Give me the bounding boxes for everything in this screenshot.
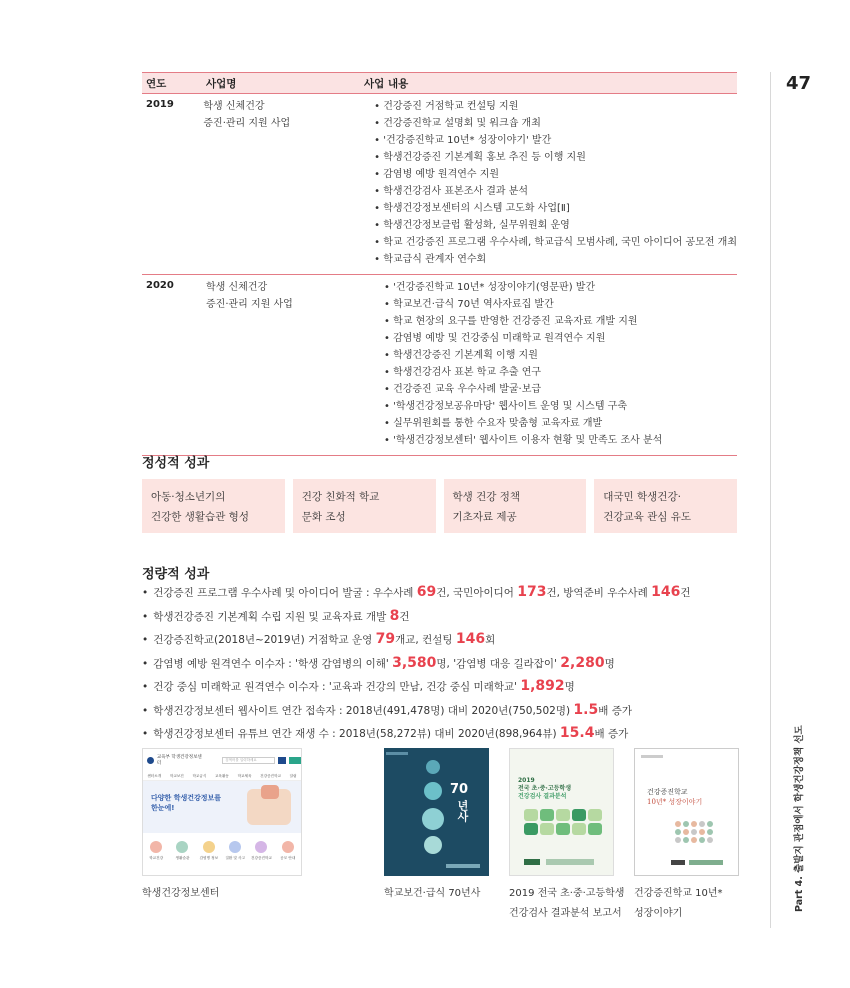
quantitative-item <box>142 702 691 726</box>
website-quick-link <box>198 841 220 861</box>
item-text: 배 증가 <box>598 704 632 717</box>
website-nav <box>143 771 301 781</box>
quick-link-label: 학교건강 <box>149 856 164 860</box>
website-nav-item: 건강증진학교 <box>260 774 281 778</box>
center-logo <box>546 859 594 865</box>
projects-table <box>142 72 737 456</box>
website-nav-item: 학교보건 <box>169 774 184 778</box>
content-item: • 건강증진 교육 우수사례 발굴·보급 <box>384 381 737 398</box>
content-item: • 학생건강정보센터의 시스템 고도화 사업[Ⅱ] <box>374 200 737 217</box>
website-quick-link <box>277 841 299 861</box>
website-banner <box>143 781 301 833</box>
content-item: • 감염병 예방 및 건강중심 미래학교 원격연수 지원 <box>384 330 737 347</box>
item-text: 개교, 컨설팅 <box>395 634 456 646</box>
card-line: 건강 친화적 학교 <box>301 491 380 503</box>
story-dot-grid <box>675 821 713 843</box>
quantitative-item <box>142 608 691 632</box>
dot-icon <box>424 836 442 854</box>
website-nav-item: 학교급식 <box>192 774 207 778</box>
highlight-number: 15.4 <box>559 725 595 741</box>
item-text: 회 <box>485 634 496 646</box>
item-text: 명, '감염병 대응 길라잡이' <box>436 657 561 670</box>
item-text: 배 증가 <box>594 728 629 740</box>
website-nav-item: 알림 <box>289 774 297 778</box>
quantitative-item <box>142 678 691 702</box>
card-line: 대국민 학생건강· <box>603 491 681 503</box>
banner-line-2: 한눈에! <box>151 804 175 812</box>
project-name-line: 학생 신체건강 <box>203 101 265 112</box>
ministry-logo <box>524 859 540 865</box>
banner-line-1: 다양한 학생건강정보를 <box>151 794 222 802</box>
quick-link-icon <box>203 841 215 853</box>
card-line: 건강한 생활습관 형성 <box>151 511 249 523</box>
row-project-name <box>199 98 350 268</box>
content-item: • 건강증진학교 설명회 및 워크숍 개최 <box>374 115 737 132</box>
report-cover-title-2: 건강검사 결과분석 <box>518 793 567 800</box>
margin-divider <box>770 72 771 928</box>
content-item: • 학생건강정보클럽 활성화, 실무위원회 운영 <box>374 217 737 234</box>
content-item: • 학생건강증진 기본계획 홍보 추진 등 이행 지원 <box>374 149 737 166</box>
content-item: • 건강증진 거점학교 컨설팅 지원 <box>374 98 737 115</box>
ministry-logo <box>671 860 685 865</box>
center-logo <box>689 860 723 865</box>
dot-icon <box>424 782 442 800</box>
item-text: • 학생건강증진 기본계획 수립 지원 및 교육자료 개발 <box>153 610 390 623</box>
card-line: 학생 건강 정책 <box>452 491 521 503</box>
item-text: • 건강 중심 미래학교 원격연수 이수자 : '교육과 건강의 만남, 건강 중심 미래학교' <box>153 681 521 693</box>
story-cover-title-1: 건강증진학교 <box>647 788 688 796</box>
table-row <box>142 94 737 275</box>
content-item: • 학생건강증진 기본계획 이행 지원 <box>384 347 737 364</box>
website-nav-item: 센터소개 <box>147 774 162 778</box>
dot-icon <box>422 808 444 830</box>
caption-story-line-1: 건강증진학교 10년* <box>634 888 723 899</box>
caption-story-line-2: 성장이야기 <box>634 908 683 919</box>
quick-link-icon <box>150 841 162 853</box>
quick-link-icon <box>282 841 294 853</box>
website-quick-link <box>250 841 272 861</box>
dot-icon <box>426 760 440 774</box>
cover-top-mark <box>641 755 663 758</box>
highlight-number: 8 <box>389 607 400 624</box>
caption-report-line-1: 2019 전국 초·중·고등학생 <box>509 888 625 899</box>
qualitative-card <box>293 479 436 533</box>
website-logo: 교육부 학생건강정보센터 <box>156 755 202 766</box>
quantitative-title: 정량적 성과 <box>142 567 210 582</box>
qualitative-cards <box>142 479 737 533</box>
content-item: • '건강증진학교 10년* 성장이야기(영문판) 발간 <box>384 279 737 296</box>
table-row <box>142 275 737 456</box>
book-70-title: 70 <box>450 782 469 797</box>
project-name-line: 학생 신체건강 <box>206 282 268 293</box>
website-quick-link <box>224 841 246 861</box>
website-search: 검색어를 입력하세요 <box>222 757 275 764</box>
quantitative-item <box>142 584 691 608</box>
item-text: • 건강증진학교(2018년~2019년) 거점학교 운영 <box>153 634 376 646</box>
quick-link-icon <box>229 841 241 853</box>
website-nav-item: 학교체육 <box>237 774 252 778</box>
table-body <box>142 94 737 456</box>
quick-link-icon <box>255 841 267 853</box>
content-item: • 학생건강검사 표본 학교 추출 연구 <box>384 364 737 381</box>
publisher-mark <box>446 864 480 868</box>
table-header <box>142 72 737 94</box>
content-item: • 학교 현장의 요구를 반영한 건강증진 교육자료 개발 지원 <box>384 313 737 330</box>
highlight-number: 79 <box>375 631 396 647</box>
card-line: 건강교육 관심 유도 <box>603 511 692 523</box>
item-text: 명 <box>564 681 575 693</box>
quick-link-label: 질환 및 사고 <box>225 856 245 860</box>
website-screenshot <box>142 748 302 876</box>
quantitative-item <box>142 631 691 655</box>
school-icon <box>261 785 279 799</box>
website-quick-icons <box>143 833 301 861</box>
content-item: • 실무위원회를 통한 수요자 맞춤형 교육자료 개발 <box>384 415 737 432</box>
story-cover <box>634 748 739 876</box>
quantitative-item <box>142 725 691 749</box>
report-cover-title-1: 전국 초·중·고등학생 <box>518 785 572 792</box>
content-item: • 감염병 예방 원격연수 지원 <box>374 166 737 183</box>
qualitative-title: 정성적 성과 <box>142 456 210 471</box>
quick-link-label: 공모 안내 <box>280 856 296 860</box>
card-line: 아동·청소년기의 <box>151 491 226 503</box>
item-text: 건 <box>399 610 410 623</box>
item-text: • 학생건강정보센터 유튜브 연간 재생 수 : 2018년(58,272뷰) 대비 2020년(898,964뷰) <box>153 728 560 740</box>
content-item: • 학교급식 관계자 연수회 <box>374 251 737 268</box>
header-year: 연도 <box>146 77 167 90</box>
highlight-number: 2,280 <box>560 654 605 671</box>
card-line: 기초자료 제공 <box>452 511 517 523</box>
highlight-number: 146 <box>455 631 486 647</box>
highlight-number: 173 <box>517 584 547 600</box>
content-item: • 학생건강검사 표본조사 결과 분석 <box>374 183 737 200</box>
item-text: • 학생건강정보센터 웹사이트 연간 접속자 : 2018년(491,478명) 대비 2020년(750,502명) <box>153 704 574 717</box>
search-icon <box>278 757 286 764</box>
project-name-line: 증진·관리 지원 사업 <box>203 118 291 129</box>
highlight-number: 146 <box>651 584 681 600</box>
highlight-number: 1.5 <box>573 701 599 718</box>
website-quick-link <box>171 841 193 861</box>
caption-report <box>509 884 624 924</box>
quantitative-list <box>142 584 691 749</box>
page-number: 47 <box>786 73 812 94</box>
caption-book70: 학교보건·급식 70년사 <box>384 888 481 899</box>
website-nav-item: 교육활동 <box>215 774 229 778</box>
content-item: • '학생건강정보센터' 웹사이트 이용자 현황 및 만족도 조사 분석 <box>384 432 737 449</box>
book-top-mark <box>386 752 408 755</box>
qualitative-card <box>142 479 285 533</box>
quick-link-label: 생활습관 <box>175 856 190 860</box>
card-line: 문화 조성 <box>301 511 346 523</box>
item-text: • 감염병 예방 원격연수 이수자 : '학생 감염병의 이해' <box>153 657 393 670</box>
item-text: 건, 국민아이디어 <box>436 587 518 599</box>
report-cover <box>509 748 614 876</box>
header-content: 사업 내용 <box>364 77 409 90</box>
book-70-subtitle: 년사 <box>456 800 469 822</box>
row-content-list <box>360 279 737 449</box>
header-project: 사업명 <box>206 77 237 90</box>
book-70-cover <box>384 748 489 876</box>
qualitative-card <box>594 479 737 533</box>
item-text: • 건강증진 프로그램 우수사례 및 아이디어 발굴 : 우수사례 <box>153 587 417 599</box>
row-content-list <box>350 98 737 268</box>
highlight-number: 69 <box>416 584 437 600</box>
caption-story <box>634 884 723 924</box>
story-cover-title-2: 10년* 성장이야기 <box>647 798 703 806</box>
item-text: 명 <box>604 657 615 670</box>
highlight-number: 3,580 <box>392 654 437 671</box>
row-year: 2020 <box>146 280 174 291</box>
row-project-name <box>202 279 360 449</box>
report-hex-grid <box>524 809 602 835</box>
highlight-number: 1,892 <box>520 678 565 694</box>
quick-link-icon <box>176 841 188 853</box>
row-year: 2019 <box>146 99 174 110</box>
quick-link-label: 건강증진학교 <box>251 856 272 860</box>
report-cover-year: 2019 <box>518 777 535 784</box>
quick-link-label: 감염병 정보 <box>199 856 219 860</box>
caption-report-line-2: 건강검사 결과분석 보고서 <box>509 908 622 919</box>
item-text: 건 <box>680 587 691 599</box>
quantitative-item <box>142 655 691 679</box>
logo-icon <box>147 757 154 764</box>
content-item: • '학생건강정보공유마당' 웹사이트 운영 및 시스템 구축 <box>384 398 737 415</box>
content-item: • '건강증진학교 10년* 성장이야기' 발간 <box>374 132 737 149</box>
content-item: • 학교보건·급식 70년 역사자료집 발간 <box>384 296 737 313</box>
project-name-line: 증진·관리 지원 사업 <box>206 299 293 310</box>
qualitative-card <box>444 479 587 533</box>
content-item: • 학교 건강증진 프로그램 우수사례, 학교급식 모범사례, 국민 아이디어 공모전 개최 <box>374 234 737 251</box>
login-icon <box>289 757 301 764</box>
side-section-label: Part 4. 출발지 관점에서 학생건강정책 선도 <box>794 725 805 912</box>
item-text: 건, 방역준비 우수사례 <box>546 587 652 599</box>
caption-website: 학생건강정보센터 <box>142 888 220 899</box>
website-quick-link <box>145 841 167 861</box>
